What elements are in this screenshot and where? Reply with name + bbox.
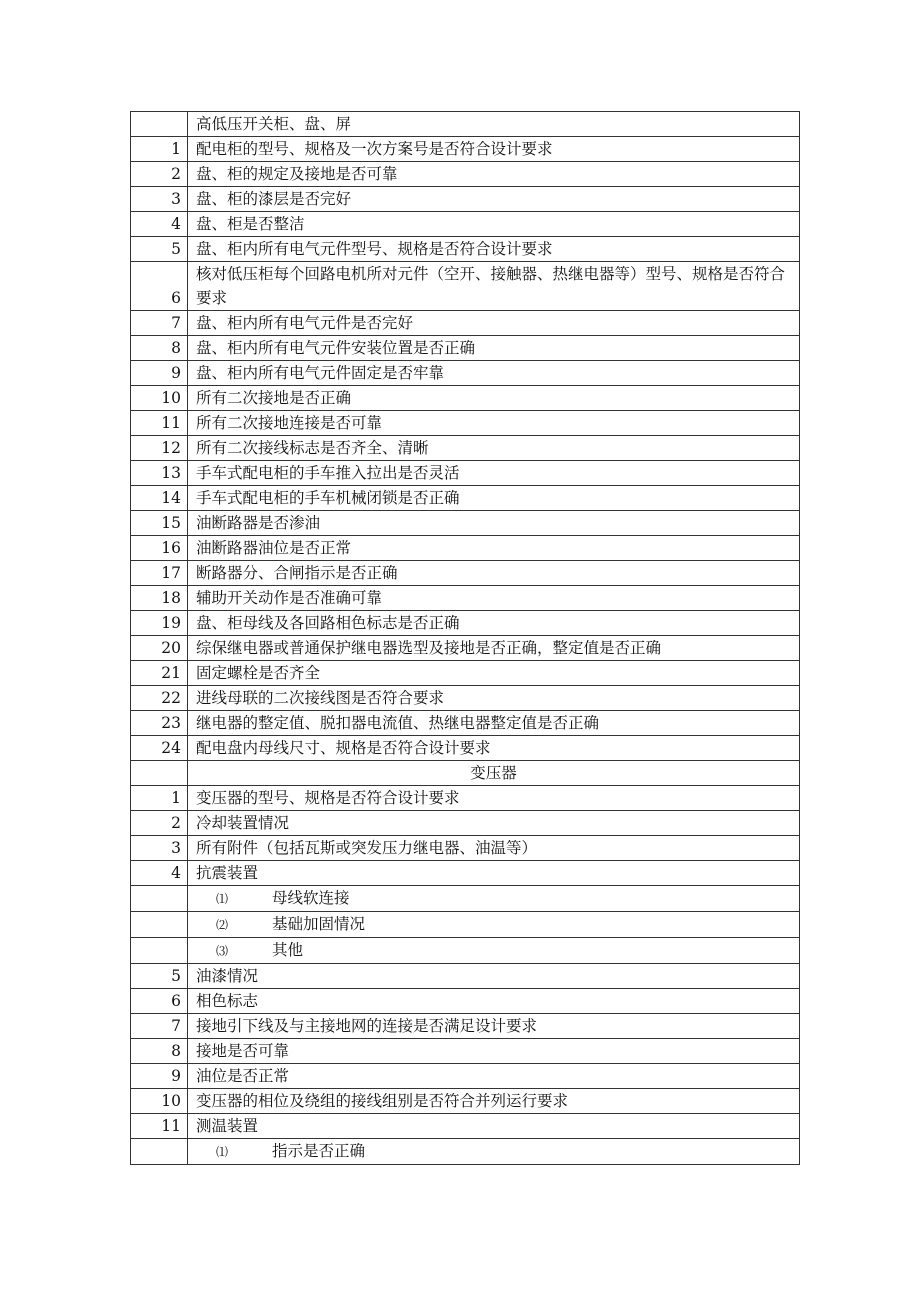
table-row bbox=[131, 736, 800, 761]
sub-item-row bbox=[131, 912, 800, 938]
row-text: 所有二次接线标志是否齐全、清晰 bbox=[188, 436, 800, 461]
section-header-row bbox=[131, 112, 800, 137]
table-row bbox=[131, 361, 800, 386]
table-row bbox=[131, 711, 800, 736]
row-text: 配电柜的型号、规格及一次方案号是否符合设计要求 bbox=[188, 137, 800, 162]
row-text: 固定螺栓是否齐全 bbox=[188, 661, 800, 686]
row-number: 9 bbox=[131, 361, 188, 386]
row-text: 手车式配电柜的手车机械闭锁是否正确 bbox=[188, 486, 800, 511]
table-row bbox=[131, 561, 800, 586]
row-text: 所有二次接地连接是否可靠 bbox=[188, 411, 800, 436]
row-text: 变压器的相位及绕组的接线组别是否符合并列运行要求 bbox=[188, 1089, 800, 1114]
row-number: 8 bbox=[131, 1039, 188, 1064]
row-number: 15 bbox=[131, 511, 188, 536]
table-row bbox=[131, 989, 800, 1014]
row-number: 14 bbox=[131, 486, 188, 511]
table-row bbox=[131, 636, 800, 661]
row-number: 1 bbox=[131, 786, 188, 811]
row-number: 5 bbox=[131, 964, 188, 989]
table-row bbox=[131, 1114, 800, 1139]
table-row bbox=[131, 611, 800, 636]
section-title-switchgear: 高低压开关柜、盘、屏 bbox=[188, 112, 800, 137]
row-number: 22 bbox=[131, 686, 188, 711]
sub-item-index: ⑶ bbox=[216, 944, 229, 958]
table-row bbox=[131, 187, 800, 212]
row-text: 油漆情况 bbox=[188, 964, 800, 989]
sub-item-row bbox=[131, 1139, 800, 1165]
row-text: 盘、柜内所有电气元件是否完好 bbox=[188, 311, 800, 336]
table-row bbox=[131, 1014, 800, 1039]
row-text: 相色标志 bbox=[188, 989, 800, 1014]
row-number: 9 bbox=[131, 1064, 188, 1089]
table-row bbox=[131, 686, 800, 711]
row-number: 16 bbox=[131, 536, 188, 561]
row-text: 手车式配电柜的手车推入拉出是否灵活 bbox=[188, 461, 800, 486]
row-number: 2 bbox=[131, 811, 188, 836]
row-text: 变压器的型号、规格是否符合设计要求 bbox=[188, 786, 800, 811]
section-header-row bbox=[131, 761, 800, 786]
table-row bbox=[131, 486, 800, 511]
row-number: 11 bbox=[131, 411, 188, 436]
row-text: 盘、柜内所有电气元件固定是否牢靠 bbox=[188, 361, 800, 386]
row-text: 进线母联的二次接线图是否符合要求 bbox=[188, 686, 800, 711]
sub-item-index: ⑴ bbox=[216, 892, 229, 906]
row-number: 24 bbox=[131, 736, 188, 761]
row-number: 4 bbox=[131, 861, 188, 886]
table-row bbox=[131, 1039, 800, 1064]
row-number bbox=[131, 886, 188, 912]
table-row bbox=[131, 586, 800, 611]
row-text: 冷却装置情况 bbox=[188, 811, 800, 836]
table-row bbox=[131, 1064, 800, 1089]
row-text bbox=[188, 912, 800, 938]
row-number: 4 bbox=[131, 212, 188, 237]
row-text: 断路器分、合闸指示是否正确 bbox=[188, 561, 800, 586]
table-row bbox=[131, 436, 800, 461]
row-text: 综保继电器或普通保护继电器选型及接地是否正确，整定值是否正确 bbox=[188, 636, 800, 661]
table-row bbox=[131, 811, 800, 836]
table-row bbox=[131, 162, 800, 187]
inspection-checklist-table bbox=[130, 111, 800, 1165]
row-number: 7 bbox=[131, 311, 188, 336]
table-row bbox=[131, 511, 800, 536]
row-number bbox=[131, 112, 188, 137]
row-text: 盘、柜内所有电气元件安装位置是否正确 bbox=[188, 336, 800, 361]
table-row bbox=[131, 262, 800, 311]
row-number: 21 bbox=[131, 661, 188, 686]
row-number bbox=[131, 938, 188, 964]
row-text: 盘、柜内所有电气元件型号、规格是否符合设计要求 bbox=[188, 237, 800, 262]
row-number: 10 bbox=[131, 1089, 188, 1114]
row-number bbox=[131, 761, 188, 786]
table-row bbox=[131, 661, 800, 686]
row-text: 继电器的整定值、脱扣器电流值、热继电器整定值是否正确 bbox=[188, 711, 800, 736]
row-text: 油位是否正常 bbox=[188, 1064, 800, 1089]
table-row bbox=[131, 137, 800, 162]
row-number: 10 bbox=[131, 386, 188, 411]
row-number: 17 bbox=[131, 561, 188, 586]
sub-item-text: 其他 bbox=[272, 941, 304, 959]
table-row bbox=[131, 861, 800, 886]
row-number: 6 bbox=[131, 989, 188, 1014]
row-number: 1 bbox=[131, 137, 188, 162]
row-number: 20 bbox=[131, 636, 188, 661]
row-number: 23 bbox=[131, 711, 188, 736]
table-row bbox=[131, 411, 800, 436]
row-text: 盘、柜的规定及接地是否可靠 bbox=[188, 162, 800, 187]
row-number: 18 bbox=[131, 586, 188, 611]
row-text: 盘、柜母线及各回路相色标志是否正确 bbox=[188, 611, 800, 636]
table-row bbox=[131, 237, 800, 262]
table-row bbox=[131, 786, 800, 811]
row-number: 7 bbox=[131, 1014, 188, 1039]
row-text: 配电盘内母线尺寸、规格是否符合设计要求 bbox=[188, 736, 800, 761]
row-text: 所有附件（包括瓦斯或突发压力继电器、油温等） bbox=[188, 836, 800, 861]
row-text bbox=[188, 886, 800, 912]
section-title-transformer: 变压器 bbox=[188, 761, 800, 786]
checklist-body bbox=[131, 112, 800, 1165]
row-text: 油断路器是否渗油 bbox=[188, 511, 800, 536]
table-row bbox=[131, 1089, 800, 1114]
row-text: 辅助开关动作是否准确可靠 bbox=[188, 586, 800, 611]
table-row bbox=[131, 461, 800, 486]
row-text: 盘、柜的漆层是否完好 bbox=[188, 187, 800, 212]
row-number: 6 bbox=[131, 262, 188, 311]
sub-item-row bbox=[131, 886, 800, 912]
row-text: 盘、柜是否整洁 bbox=[188, 212, 800, 237]
table-row bbox=[131, 536, 800, 561]
sub-item-row bbox=[131, 938, 800, 964]
table-row bbox=[131, 311, 800, 336]
table-row bbox=[131, 836, 800, 861]
table-row bbox=[131, 336, 800, 361]
row-number: 3 bbox=[131, 836, 188, 861]
sub-item-text: 基础加固情况 bbox=[272, 915, 366, 933]
row-text: 接地引下线及与主接地网的连接是否满足设计要求 bbox=[188, 1014, 800, 1039]
row-number: 2 bbox=[131, 162, 188, 187]
sub-item-text: 指示是否正确 bbox=[272, 1142, 366, 1160]
row-number: 8 bbox=[131, 336, 188, 361]
row-number bbox=[131, 1139, 188, 1165]
row-number: 19 bbox=[131, 611, 188, 636]
row-text: 测温装置 bbox=[188, 1114, 800, 1139]
sub-item-index: ⑴ bbox=[216, 1145, 229, 1159]
row-text bbox=[188, 938, 800, 964]
row-number bbox=[131, 912, 188, 938]
row-text: 所有二次接地是否正确 bbox=[188, 386, 800, 411]
table-row bbox=[131, 386, 800, 411]
row-number: 3 bbox=[131, 187, 188, 212]
sub-item-index: ⑵ bbox=[216, 918, 229, 932]
table-row bbox=[131, 212, 800, 237]
row-text: 接地是否可靠 bbox=[188, 1039, 800, 1064]
row-text: 油断路器油位是否正常 bbox=[188, 536, 800, 561]
row-number: 13 bbox=[131, 461, 188, 486]
row-number: 11 bbox=[131, 1114, 188, 1139]
row-text: 核对低压柜每个回路电机所对元件（空开、接触器、热继电器等）型号、规格是否符合要求 bbox=[188, 262, 800, 311]
row-text bbox=[188, 1139, 800, 1165]
row-number: 12 bbox=[131, 436, 188, 461]
sub-item-text: 母线软连接 bbox=[272, 889, 350, 907]
table-row bbox=[131, 964, 800, 989]
row-text: 抗震装置 bbox=[188, 861, 800, 886]
row-number: 5 bbox=[131, 237, 188, 262]
